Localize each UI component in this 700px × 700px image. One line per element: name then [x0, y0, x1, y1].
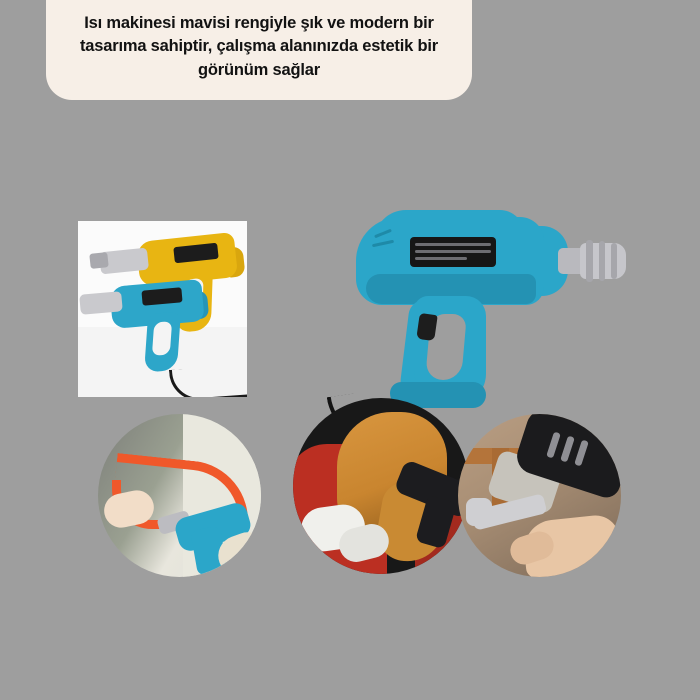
product-photo-thumbnail [78, 221, 247, 397]
hero-gun-label-plate [410, 237, 496, 267]
hero-gun-nozzle-ring-3 [611, 243, 617, 279]
headline-text: Isı makinesi mavisi rengiyle şık ve modern bir tasarıma sahiptir, çalışma alanınızda estetik bir görünüm sağlar [80, 14, 438, 79]
hero-gun-nozzle-ring-1 [586, 240, 593, 282]
thumbnail-hair-styling-demo [293, 398, 469, 574]
label-line-1 [415, 243, 491, 246]
headline-banner [46, 0, 472, 100]
label-line-2 [415, 250, 491, 253]
label-line-3 [415, 257, 467, 260]
blue-gun-nozzle [79, 291, 123, 315]
hero-gun-nozzle-ring-2 [599, 241, 605, 281]
wrench-head [466, 498, 492, 526]
thumbnail-pipe-plumbing-demo [458, 414, 621, 577]
blue-gun-power-cord [169, 364, 247, 397]
hero-heat-gun [318, 196, 632, 426]
yellow-gun-nozzle-tip [89, 252, 108, 269]
thumbnail-hose-bending-demo [98, 414, 261, 577]
